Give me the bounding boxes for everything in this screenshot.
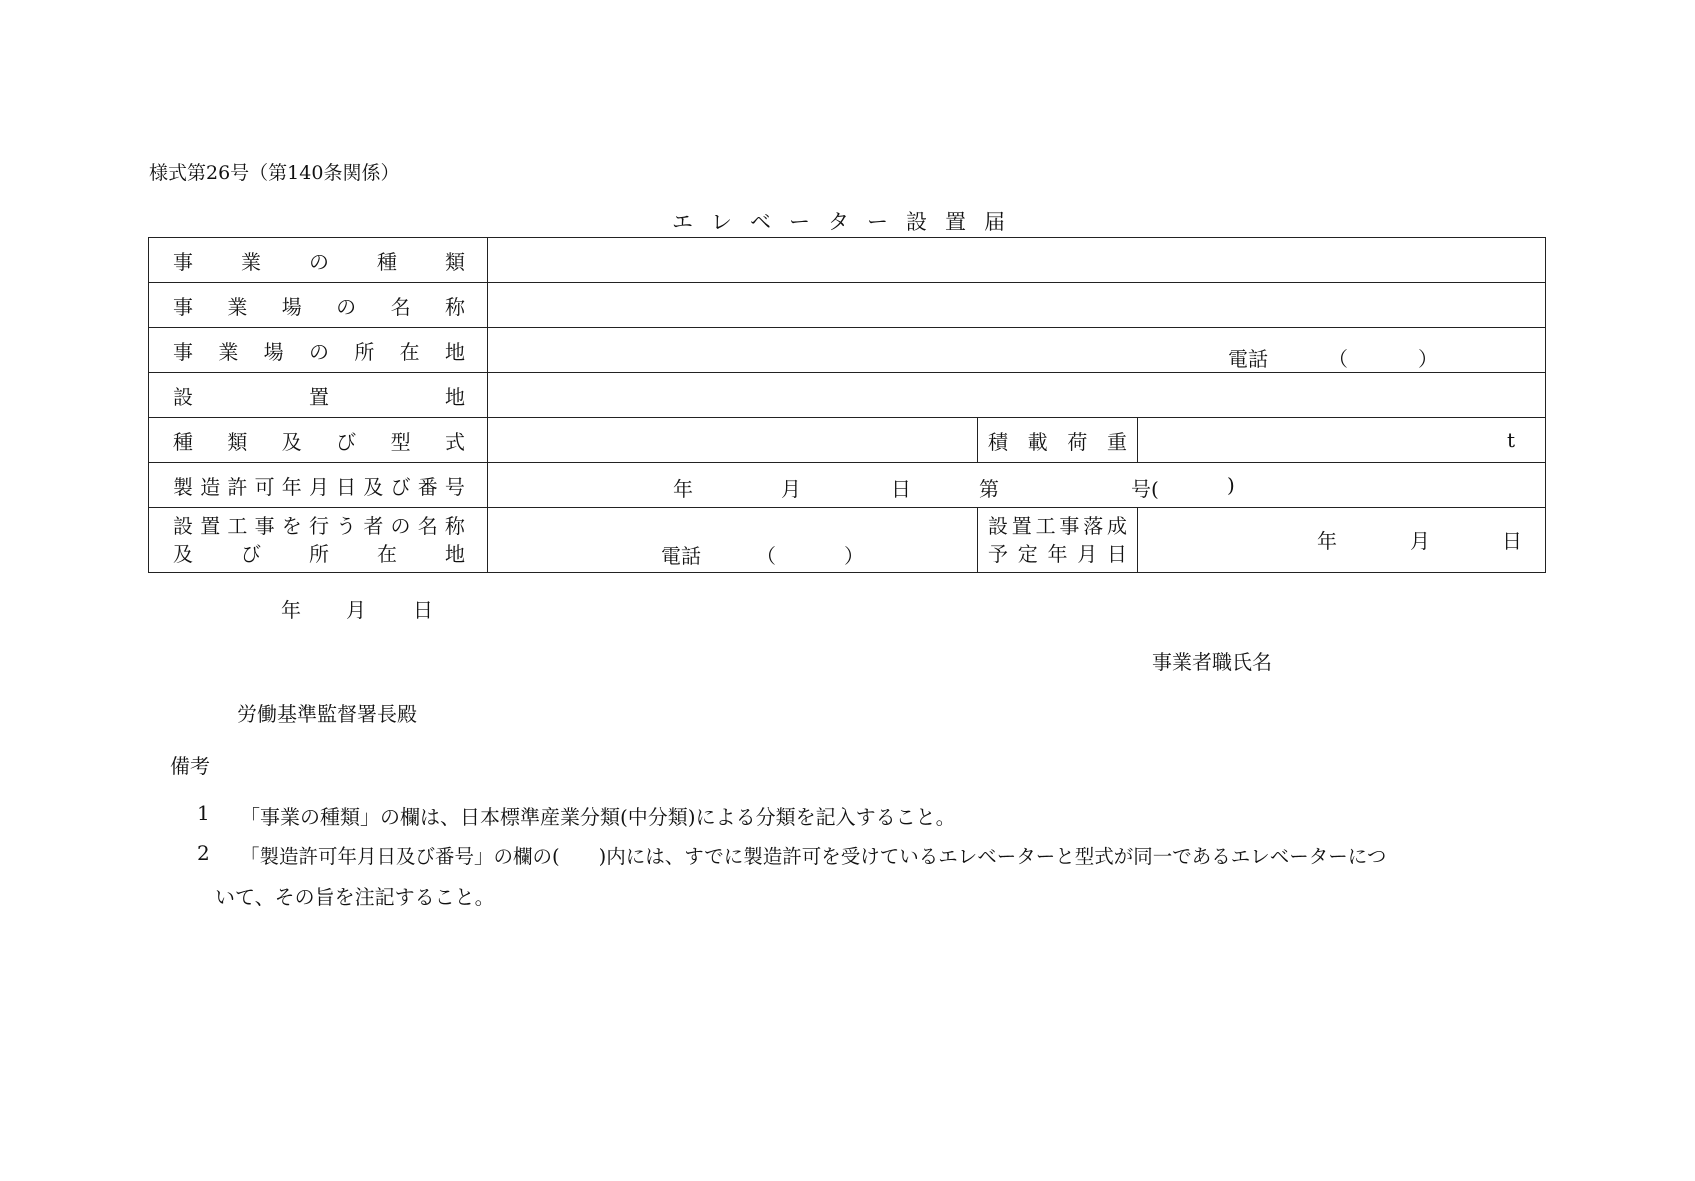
date-day: 日 <box>413 598 433 622</box>
label-line-1: 設 置 工 事 を 行 う 者 の 名 称 <box>173 514 465 538</box>
row-workplace-location <box>149 328 1546 373</box>
field-completion-date[interactable] <box>1138 508 1546 573</box>
label-text: 製 造 許 可 年 月 日 及 び 番 号 <box>173 474 465 499</box>
load-unit: t <box>1506 428 1516 452</box>
notes-heading: 備考 <box>170 754 210 778</box>
form-title: エレベーター設置届 <box>672 210 1023 234</box>
label-workplace-name <box>149 283 488 328</box>
row-workplace-name <box>149 283 1546 328</box>
phone-paren-close: ） <box>1418 347 1438 371</box>
label-line-1: 設 置 工 事 落 成 <box>988 514 1127 538</box>
label-load <box>978 418 1138 463</box>
permit-year: 年 <box>673 477 693 501</box>
row-installation-site <box>149 373 1546 418</box>
field-workplace-name[interactable] <box>488 283 1546 328</box>
note-text: 「製造許可年月日及び番号」の欄の( )内には、すでに製造許可を受けているエレベーターと型式が同一であるエレベーターにつ <box>240 845 1387 868</box>
label-text: 事 業 の 種 類 <box>173 249 465 274</box>
permit-day: 日 <box>891 477 911 501</box>
field-permit[interactable] <box>488 463 1546 508</box>
label-line-2: 予 定 年 月 日 <box>988 542 1127 566</box>
builder-paren-close: ） <box>844 544 864 568</box>
date-year: 年 <box>281 598 301 622</box>
permit-go: 号( <box>1131 477 1159 501</box>
field-type-model[interactable] <box>488 418 978 463</box>
label-text <box>149 508 487 572</box>
note-text: 「事業の種類」の欄は、日本標準産業分類(中分類)による分類を記入すること。 <box>240 805 956 829</box>
label-text: 事 業 場 の 所 在 地 <box>173 339 465 364</box>
builder-phone-label: 電話 <box>661 544 701 568</box>
label-text: 設 置 地 <box>173 384 465 409</box>
phone-label: 電話 <box>1228 347 1268 371</box>
field-load[interactable] <box>1138 418 1546 463</box>
field-workplace-location[interactable] <box>488 328 1546 373</box>
label-business-type <box>149 238 488 283</box>
completion-year: 年 <box>1317 529 1337 553</box>
note-number: 2 <box>197 841 210 865</box>
label-text: 事 業 場 の 名 称 <box>173 294 465 319</box>
label-completion <box>978 508 1138 573</box>
label-installation-site <box>149 373 488 418</box>
row-type-model <box>149 418 1546 463</box>
date-month: 月 <box>346 598 366 622</box>
label-text <box>978 510 1137 570</box>
label-workplace-location <box>149 328 488 373</box>
row-business-type <box>149 238 1546 283</box>
label-builder <box>149 508 488 573</box>
row-permit <box>149 463 1546 508</box>
builder-paren-open: （ <box>756 544 776 568</box>
completion-day: 日 <box>1502 529 1522 553</box>
label-line-2: 及 び 所 在 地 <box>173 542 465 566</box>
form-number: 様式第26号（第140条関係） <box>149 162 400 184</box>
permit-dai: 第 <box>979 477 999 501</box>
field-installation-site[interactable] <box>488 373 1546 418</box>
label-permit <box>149 463 488 508</box>
addressee: 労働基準監督署長殿 <box>237 702 417 726</box>
permit-close: ) <box>1227 473 1235 497</box>
row-builder <box>149 508 1546 573</box>
signature-label: 事業者職氏名 <box>1152 650 1272 674</box>
label-type-model <box>149 418 488 463</box>
label-text: 種 類 及 び 型 式 <box>173 429 465 454</box>
completion-month: 月 <box>1410 529 1430 553</box>
permit-month: 月 <box>781 477 801 501</box>
field-business-type[interactable] <box>488 238 1546 283</box>
note-text-continued: いて、その旨を注記すること。 <box>215 885 495 909</box>
note-number: 1 <box>197 801 210 825</box>
field-builder[interactable] <box>488 508 978 573</box>
phone-paren-open: （ <box>1328 347 1348 371</box>
application-form-table <box>148 237 1546 573</box>
label-text: 積 載 荷 重 <box>988 429 1127 454</box>
